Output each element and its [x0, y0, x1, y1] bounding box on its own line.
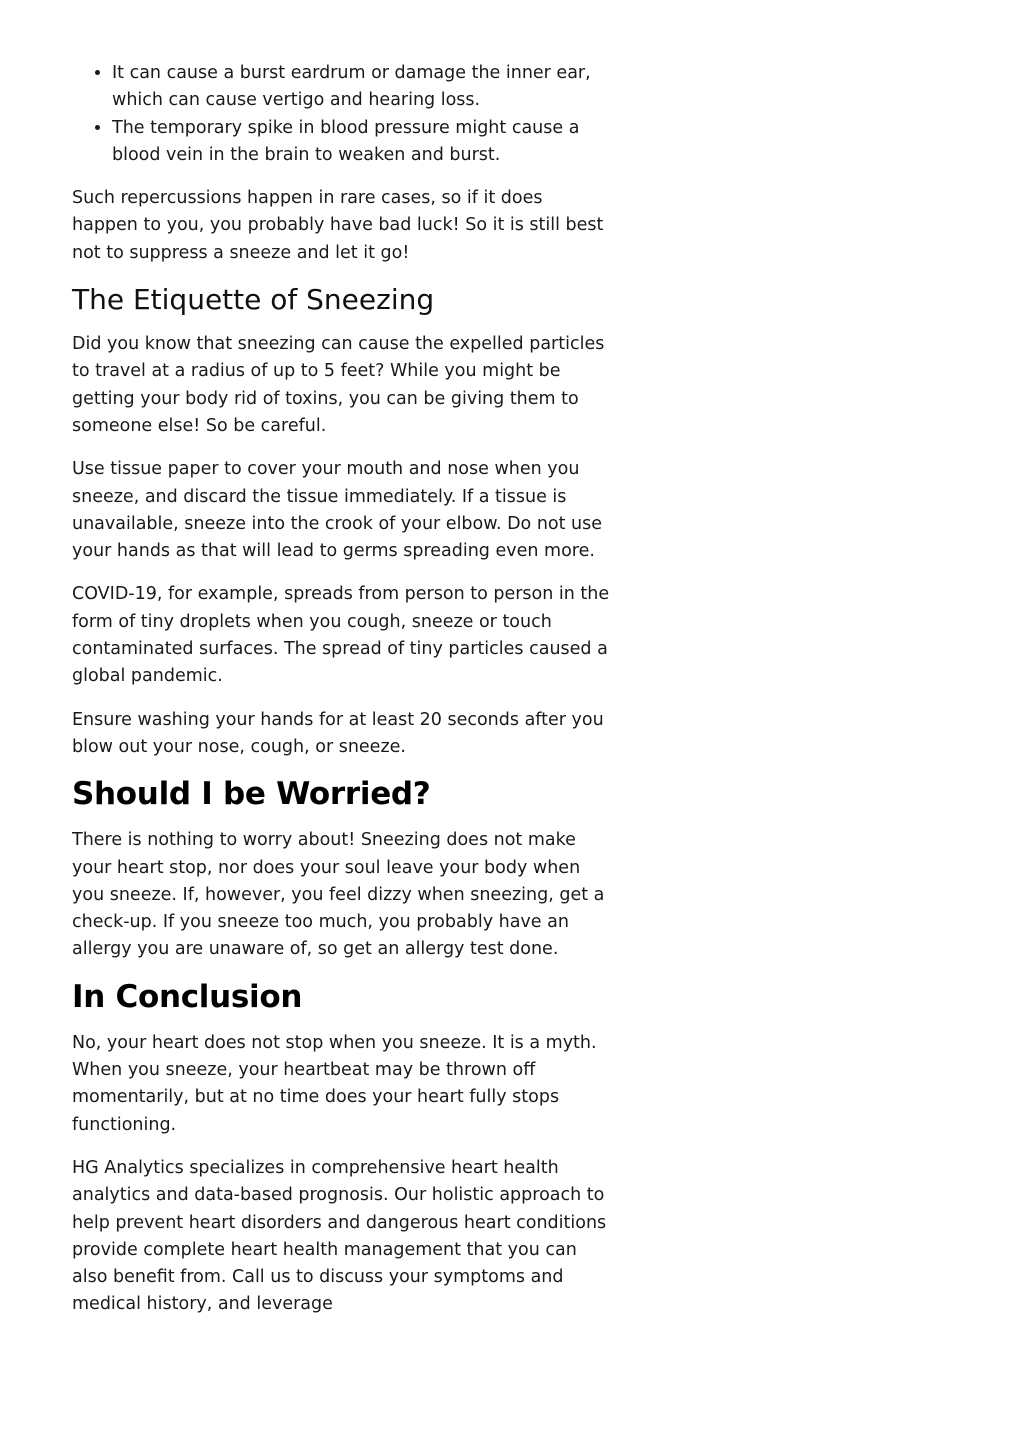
etiquette-paragraph-2: Use tissue paper to cover your mouth and nose when you sneeze, and discard the tissue immediately. If a tissue is unavailable, sneeze into the crook of your elbow. Do not use your hands as that will lead to germs spreading even more. [72, 459, 603, 562]
bullet-text: The temporary spike in blood pressure might cause a blood vein in the brain to weaken and burst. [112, 117, 580, 165]
risk-bullet-list [72, 60, 612, 169]
etiquette-paragraph-4: Ensure washing your hands for at least 20 seconds after you blow out your nose, cough, or sneeze. [72, 709, 604, 757]
etiquette-paragraph-3: COVID-19, for example, spreads from person to person in the form of tiny droplets when you cough, sneeze or touch contaminated surfaces. The spread of tiny particles caused a global pandemic. [72, 584, 610, 687]
conclusion-paragraph-2: HG Analytics specializes in comprehensive heart health analytics and data-based prognosis. Our holistic approach to help prevent heart disorders and dangerous heart conditions provide complete heart health management that you can also benefit from. Call us to discuss your symptoms and medical history, and leverage [72, 1157, 607, 1315]
conclusion-heading: In Conclusion [72, 978, 303, 1015]
document-page [72, 60, 612, 1319]
conclusion-paragraph-1: No, your heart does not stop when you sneeze. It is a myth. When you sneeze, your heartbeat may be thrown off momentarily, but at no time does your heart fully stops functioning. [72, 1032, 597, 1135]
bullet-item-blood-vein [112, 115, 612, 170]
worried-paragraph-1: There is nothing to worry about! Sneezing does not make your heart stop, nor does your soul leave your body when you sneeze. If, however, you feel dizzy when sneezing, get a check-up. If you sneeze too much, you probably have an allergy you are unaware of, so get an allergy test done. [72, 830, 605, 960]
worried-heading: Should I be Worried? [72, 776, 431, 813]
intro-paragraph: Such repercussions happen in rare cases, so if it does happen to you, you probably have bad luck! So it is still best not to suppress a sneeze and let it go! [72, 188, 604, 263]
etiquette-heading: The Etiquette of Sneezing [72, 283, 435, 317]
bullet-item-eardrum [112, 60, 612, 115]
bullet-text: It can cause a burst eardrum or damage the inner ear, which can cause vertigo and hearing loss. [112, 63, 591, 111]
etiquette-paragraph-1: Did you know that sneezing can cause the expelled particles to travel at a radius of up to 5 feet? While you might be getting your body rid of toxins, you can be giving them to someone else! So be careful. [72, 334, 605, 436]
